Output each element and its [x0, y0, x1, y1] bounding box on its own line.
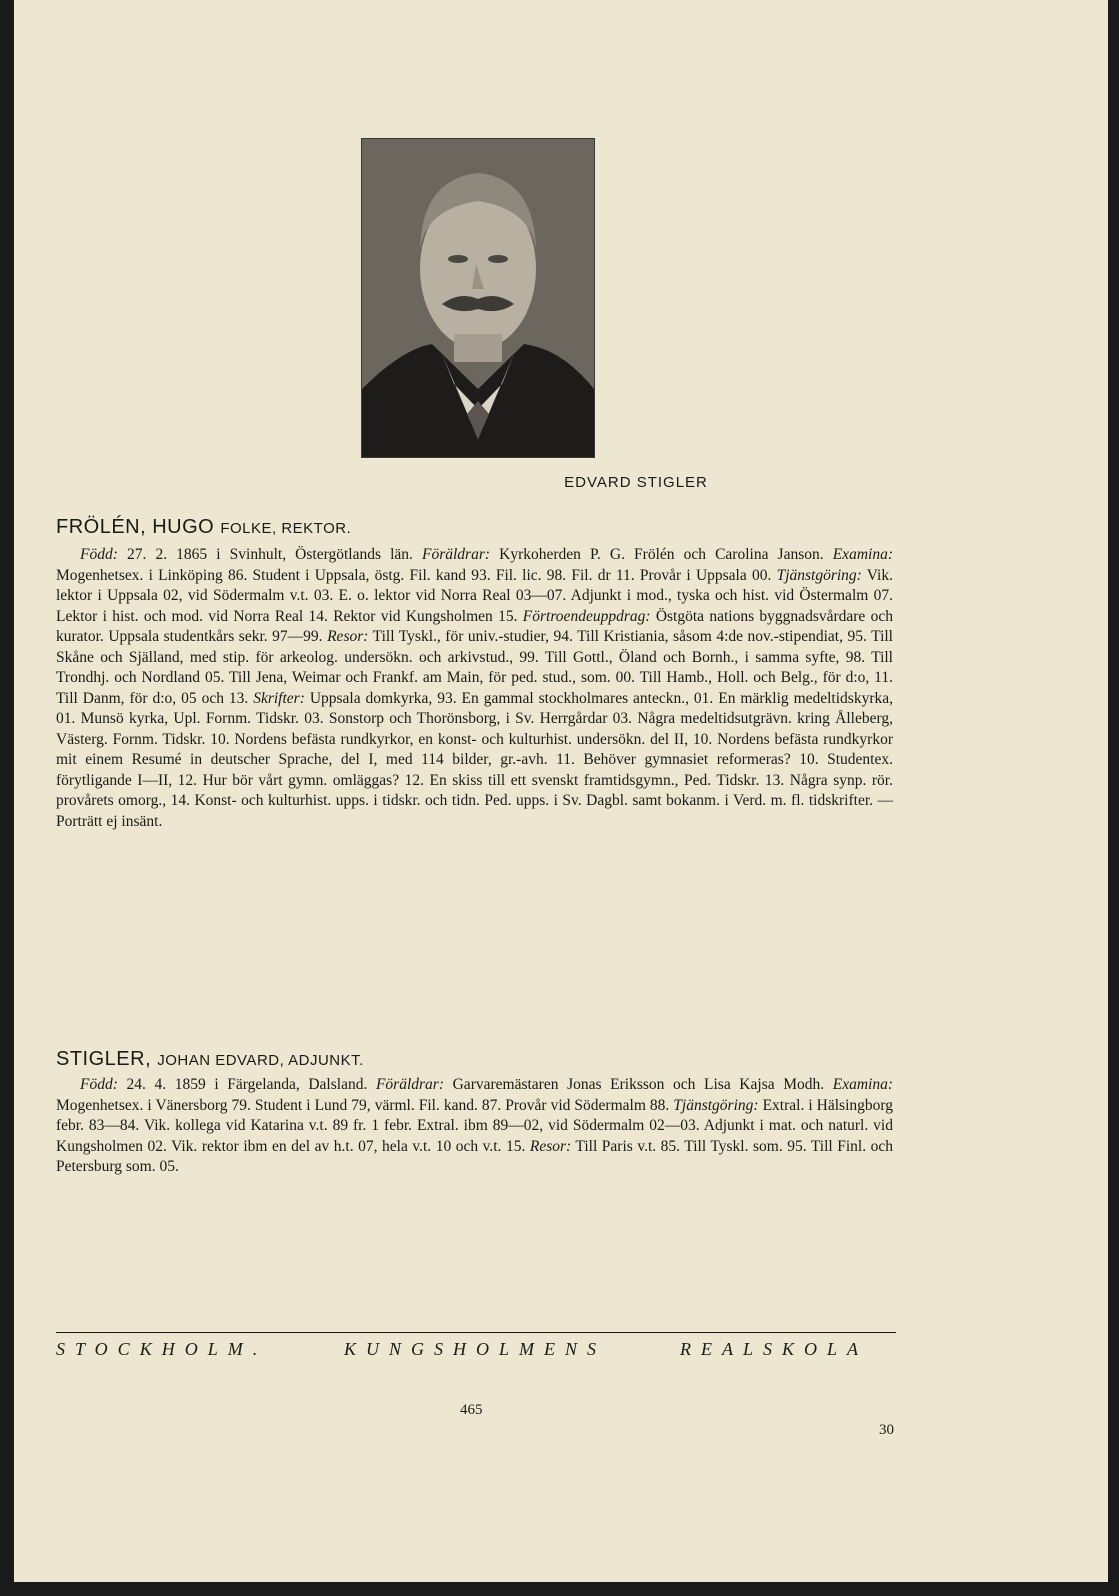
entry-name-rest: FOLKE, REKTOR.	[220, 520, 352, 537]
book-page	[14, 0, 1108, 1582]
portrait-caption-text: EDVARD STIGLER	[564, 474, 708, 491]
footer-rule	[56, 1332, 896, 1333]
field-text: Vik. lektor i Uppsala 02, vid Södermalm v.t. 03. E. o. lektor vid Norra Real 03—07. Adjunkt i mod., tyska och hist. vid Östermalm 07. Lektor i hist. och mod. vid Norra Real 14. Rektor vid Kungsholmen 15.	[56, 566, 893, 625]
portrait-caption	[14, 474, 1108, 491]
field-label: Skrifter:	[253, 689, 305, 707]
entry-name-rest: JOHAN EDVARD, ADJUNKT.	[157, 1052, 364, 1069]
entry-name-main: FRÖLÉN, HUGO	[56, 516, 215, 538]
field-label: Resor:	[327, 628, 369, 645]
field-label: Föräldrar:	[375, 1076, 444, 1093]
field-text: 24. 4. 1859 i Färgelanda, Dalsland.	[117, 1076, 376, 1093]
field-text: Uppsala domkyrka, 93. En gammal stockholmares anteckn., 01. En märklig medeltidskyrka, 01. Munsö kyrka, Upl. Fornm. Tidskr. 03. Sonstorp och Thorönsborg, i Sv. Herrgårdar 03. Några medeltidsutgrävn. kring Ålleberg, Västerg. Fornm. Tidskr. 10. Nordens befästa rundkyrkor, en konst- och kulturhist. undersökn. del II, 10. Nordens befästa rundkyrkor mit einem Resumé in deutscher Sprache, del I, med 114 bilder, gr.-avh. 11. Behöver gymnasiet reformeras? 10. Studentex. förytligande I—II, 12. Hur bör vårt gymn. omläggas? 12. En skiss till ett svenskt framtidsgymn., Ped. Tidskr. 13. Några synp. rör. provårets omorg., 14. Konst- och kulturhist. upps. i tidskr. och tidn. Ped. upps. i Sv. Dagbl. samt bokanm. i Verd. m. fl. tidskrifter. — Porträtt ej insänt.	[56, 689, 893, 830]
footer-school-name: KUNGSHOLMENS	[344, 1339, 607, 1359]
portrait-image	[362, 139, 594, 457]
field-text: 27. 2. 1865 i Svinhult, Östergötlands län.	[117, 546, 422, 563]
field-text: Garvaremästaren Jonas Eriksson och Lisa Kajsa Modh.	[444, 1076, 833, 1093]
field-text: Östgöta nations byggnadsvårdare och kurator. Uppsala studentkårs sekr. 97—99.	[56, 607, 893, 645]
field-label: Född:	[80, 1076, 118, 1093]
field-label: Född:	[80, 546, 118, 563]
entry-heading-frolen	[56, 516, 351, 539]
field-label: Examina:	[832, 1076, 894, 1093]
field-label: Föräldrar:	[422, 546, 491, 563]
field-text: Till Tyskl., för univ.-studier, 94. Till Kristiania, såsom 4:de nov.-stipendiat, 95. Till Skåne och Själland, med stip. för arkeolog. undersökn. och arkivstud., 99. Till Gottl., Öland och Bornh., i samma syfte, 98. Till Trondhj. och Nordland 05. Till Jena, Weimar och Frankf. am Main, för ped. stud., som. 00. Till Hamb., Holl. och Belg., för d:o, 11. Till Danm, för d:o, 05 och 13.	[56, 628, 893, 707]
entry-name-main: STIGLER,	[56, 1048, 152, 1070]
field-label: Examina:	[832, 546, 893, 563]
field-text: Mogenhetsex. i Vänersborg 79. Student i Lund 79, värml. Fil. kand. 87. Provår vid Södermalm 88.	[56, 1096, 674, 1114]
footer-school-type: REALSKOLA	[680, 1339, 869, 1359]
portrait-photo	[361, 138, 595, 458]
entry-body-frolen	[56, 545, 893, 832]
field-label: Förtroendeuppdrag:	[522, 607, 651, 625]
page-number: 465	[460, 1402, 483, 1418]
sheet-number: 30	[879, 1422, 894, 1438]
entry-heading-stigler	[56, 1048, 364, 1071]
field-text: Mogenhetsex. i Linköping 86. Student i Uppsala, östg. Fil. kand 93. Fil. lic. 98. Fil. dr 11. Provår i Uppsala 00.	[56, 566, 777, 584]
field-text: Till Paris v.t. 85. Till Tyskl. som. 95. Till Finl. och Petersburg som. 05.	[56, 1137, 893, 1175]
footer-city: STOCKHOLM.	[56, 1339, 268, 1359]
entry-body-stigler	[56, 1075, 893, 1178]
field-label: Tjänstgöring:	[776, 566, 862, 584]
field-text: Extral. i Hälsingborg febr. 83—84. Vik. kollega vid Katarina v.t. 89 fr. 1 febr. Extral. ibm 89—02, vid Södermalm 02—03. Adjunkt i mat. och naturl. vid Kungsholmen 02. Vik. rektor ibm en del av h.t. 07, hela v.t. 10 och v.t. 15.	[56, 1096, 894, 1155]
field-text: Kyrkoherden P. G. Frölén och Carolina Janson.	[490, 546, 833, 563]
field-label: Tjänstgöring:	[673, 1096, 759, 1114]
field-label: Resor:	[529, 1137, 572, 1155]
